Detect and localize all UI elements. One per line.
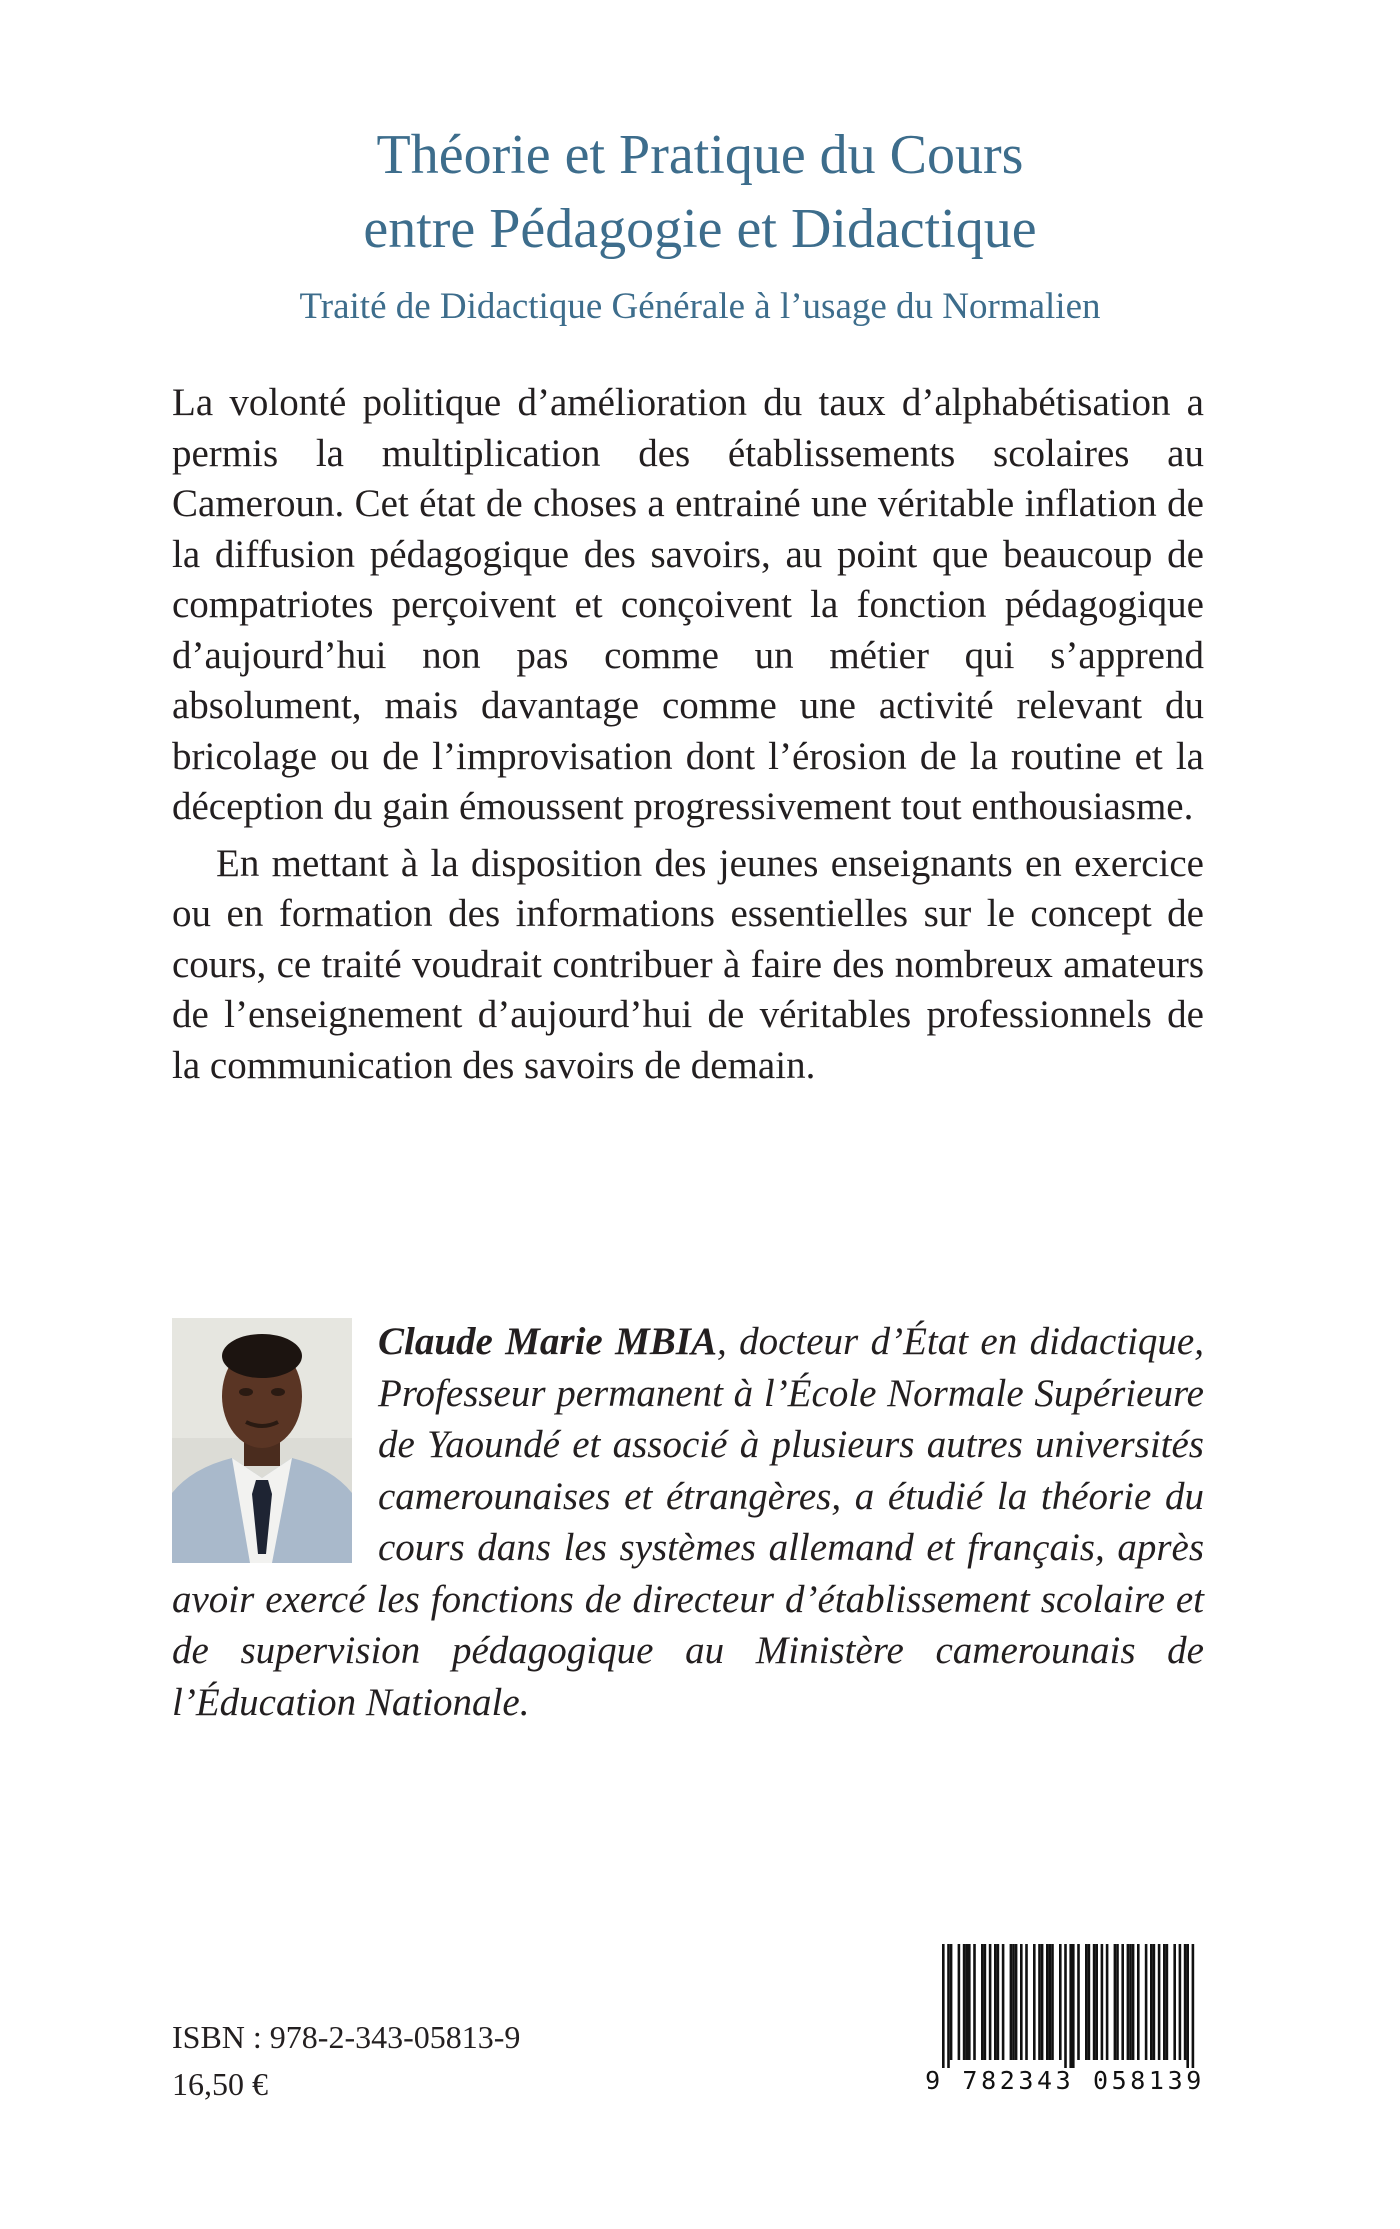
barcode-bar [1137,1944,1140,2060]
barcode-bar [950,1944,953,2060]
barcode-bar [1166,1944,1169,2060]
barcode [920,1940,1210,2120]
barcode-digits: 9 782343 058139 [925,2066,1205,2095]
barcode-bar [1088,1944,1091,2060]
barcode-bar [1173,1944,1176,2060]
barcode-bar [1158,1944,1161,2060]
barcode-bar [1025,1944,1028,2060]
book-title-line-2: entre Pédagogie et Didactique [363,198,1037,260]
barcode-bar [1179,1944,1182,2060]
barcode-bar [965,1944,968,2060]
barcode-bar [1046,1944,1049,2060]
barcode-bar [1145,1944,1148,2060]
barcode-bar [942,1944,945,2068]
barcode-bar [1049,1944,1052,2060]
barcode-bar [1012,1944,1015,2060]
book-summary [172,378,1204,1091]
barcode-bar [1020,1944,1023,2060]
barcode-bar [1186,1944,1189,2068]
barcode-bar [963,1944,966,2060]
barcode-bar [1153,1944,1156,2060]
barcode-bar [1002,1944,1005,2060]
barcode-bar [1132,1944,1135,2060]
summary-paragraph-1: La volonté politique d’amélioration du taux d’alphabétisation a permis la multiplication des établissements scolaires au Cameroun. Cet état de choses a entrainé une véritable inflation de la diffusion pédagogique des savoirs, au point que beaucoup de compatriotes perçoivent et conçoivent la fonction pédagogique d’aujourd’hui non pas comme un métier qui s’apprend absolument, mais davantage comme une activité relevant du bricolage ou de l’improvisation dont l’érosion de la routine et la déception du gain émoussent progressivement tout enthousiasme. [172,381,1204,828]
barcode-bar [981,1944,984,2060]
summary-paragraph-2: En mettant à la disposition des jeunes enseignants en exercice ou en formation des informations essentielles sur le concept de cours, ce traité voudrait contribuer à faire des nombreux amateurs de l’enseignement d’aujourd’hui de véritables professionnels de la communication des savoirs de demain. [172,841,1204,1087]
author-bio-body: , docteur d’État en didactique, Professeur permanent à l’École Normale Supérieure de Yaoundé et associé à plusieurs autres universités camerounaises et étrangères, a étudié la théorie du cours dans les systèmes allemand et français, après avoir exercé les fonctions de directeur d’établissement scolaire et de supervision pédagogique au Ministère camerounais de l’Éducation Nationale. [172,1320,1204,1724]
title-block [0,118,1400,332]
barcode-bar [958,1944,961,2060]
barcode-bars [920,1940,1210,2070]
barcode-bar [997,1944,1000,2060]
barcode-bar [1101,1944,1104,2060]
barcode-bar [947,1944,950,2068]
barcode-bar [1015,1944,1018,2060]
barcode-bar [1051,1944,1054,2060]
isbn: ISBN : 978-2-343-05813-9 [172,2019,521,2055]
barcode-bar [1085,1944,1088,2060]
barcode-bar [994,1944,997,2060]
barcode-bar [1192,1944,1195,2068]
barcode-bar [1093,1944,1096,2060]
price: 16,50 € [172,2066,268,2102]
barcode-bar [968,1944,971,2060]
barcode-bar [1150,1944,1153,2060]
book-title-line-1: Théorie et Pratique du Cours [376,124,1024,186]
barcode-bar [1059,1944,1062,2060]
barcode-bar [1163,1944,1166,2060]
barcode-bar [1064,1944,1067,2068]
barcode-bar [989,1944,992,2060]
barcode-bar [1077,1944,1080,2060]
barcode-bar [1095,1944,1098,2060]
barcode-bar [1121,1944,1124,2060]
barcode-bar [1038,1944,1041,2060]
barcode-bar [1069,1944,1072,2068]
barcode-bar [1114,1944,1117,2060]
barcode-bar [973,1944,976,2060]
book-subtitle: Traité de Didactique Générale à l’usage du Normalien [299,286,1101,327]
author-name: Claude Marie MBIA [378,1320,717,1363]
barcode-bar [1106,1944,1109,2060]
barcode-bar [1184,1944,1187,2060]
barcode-bar [1116,1944,1119,2060]
barcode-bar [1072,1944,1075,2068]
author-bio [172,1316,1204,1728]
barcode-bar [1010,1944,1013,2060]
barcode-bar [1041,1944,1044,2060]
barcode-bar [984,1944,987,2060]
barcode-bar [1033,1944,1036,2060]
barcode-bar [1127,1944,1130,2060]
barcode-bar [1129,1944,1132,2060]
